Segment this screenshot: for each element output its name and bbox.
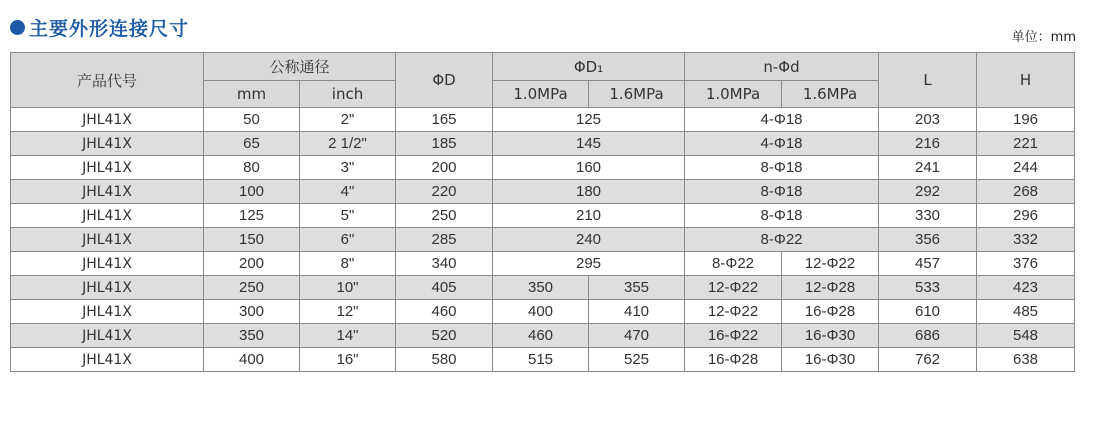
table-row: [11, 348, 1075, 372]
header-d1-pressure-a: 1.0MPa: [493, 81, 589, 108]
cell-mm: 300: [204, 300, 300, 324]
cell-n-phi-d-a: 16-Φ22: [685, 324, 782, 348]
cell-H: 376: [977, 252, 1075, 276]
cell-model: JHL41X: [11, 180, 204, 204]
cell-n-phi-d: 8-Φ22: [685, 228, 879, 252]
cell-phi-d1-b: 355: [589, 276, 685, 300]
cell-n-phi-d: 4-Φ18: [685, 108, 879, 132]
cell-model: JHL41X: [11, 204, 204, 228]
cell-H: 268: [977, 180, 1075, 204]
table-row: [11, 300, 1075, 324]
cell-phi-d: 340: [396, 252, 493, 276]
cell-phi-d1-a: 400: [493, 300, 589, 324]
table-row: [11, 252, 1075, 276]
cell-model: JHL41X: [11, 252, 204, 276]
cell-n-phi-d: 8-Φ18: [685, 204, 879, 228]
cell-n-phi-d-b: 16-Φ28: [782, 300, 879, 324]
table-row: [11, 180, 1075, 204]
cell-n-phi-d: 8-Φ18: [685, 180, 879, 204]
cell-model: JHL41X: [11, 228, 204, 252]
cell-n-phi-d-b: 12-Φ22: [782, 252, 879, 276]
cell-mm: 65: [204, 132, 300, 156]
cell-mm: 80: [204, 156, 300, 180]
header-d1-pressure-b: 1.6MPa: [589, 81, 685, 108]
header-inch: inch: [300, 81, 396, 108]
cell-inch: 2": [300, 108, 396, 132]
cell-L: 292: [879, 180, 977, 204]
cell-mm: 100: [204, 180, 300, 204]
unit-note: 单位：mm: [1011, 30, 1076, 45]
cell-phi-d: 405: [396, 276, 493, 300]
table-body: [11, 108, 1075, 372]
cell-L: 203: [879, 108, 977, 132]
cell-n-phi-d-a: 12-Φ22: [685, 276, 782, 300]
cell-L: 762: [879, 348, 977, 372]
bullet-icon: [10, 20, 25, 35]
header-product-code: 产品代号: [11, 53, 204, 108]
cell-inch: 4": [300, 180, 396, 204]
cell-L: 241: [879, 156, 977, 180]
dimensions-table: [10, 52, 1075, 372]
section-title: 主要外形连接尺寸: [29, 18, 190, 40]
header-H: H: [977, 53, 1075, 108]
cell-phi-d1: 210: [493, 204, 685, 228]
cell-phi-d1-b: 470: [589, 324, 685, 348]
cell-L: 216: [879, 132, 977, 156]
cell-inch: 3": [300, 156, 396, 180]
section-header: [10, 14, 189, 41]
cell-n-phi-d-b: 12-Φ28: [782, 276, 879, 300]
cell-inch: 5": [300, 204, 396, 228]
table-row: [11, 324, 1075, 348]
cell-n-phi-d: 8-Φ18: [685, 156, 879, 180]
cell-phi-d1-a: 460: [493, 324, 589, 348]
cell-phi-d: 220: [396, 180, 493, 204]
header-nominal-size: 公称通径: [204, 53, 396, 81]
cell-model: JHL41X: [11, 132, 204, 156]
cell-inch: 8": [300, 252, 396, 276]
cell-mm: 150: [204, 228, 300, 252]
cell-mm: 400: [204, 348, 300, 372]
table-row: [11, 132, 1075, 156]
header-L: L: [879, 53, 977, 108]
cell-phi-d: 460: [396, 300, 493, 324]
cell-phi-d1: 125: [493, 108, 685, 132]
cell-inch: 12": [300, 300, 396, 324]
table-header: [11, 53, 1075, 108]
cell-n-phi-d: 4-Φ18: [685, 132, 879, 156]
cell-H: 548: [977, 324, 1075, 348]
table-row: [11, 204, 1075, 228]
cell-phi-d: 185: [396, 132, 493, 156]
cell-model: JHL41X: [11, 276, 204, 300]
cell-H: 296: [977, 204, 1075, 228]
cell-mm: 50: [204, 108, 300, 132]
cell-L: 457: [879, 252, 977, 276]
cell-mm: 125: [204, 204, 300, 228]
cell-inch: 2 1/2": [300, 132, 396, 156]
cell-inch: 10": [300, 276, 396, 300]
cell-model: JHL41X: [11, 300, 204, 324]
header-phi-d1: ΦD₁: [493, 53, 685, 81]
header-nd-pressure-a: 1.0MPa: [685, 81, 782, 108]
cell-mm: 200: [204, 252, 300, 276]
table-row: [11, 276, 1075, 300]
cell-phi-d1-b: 525: [589, 348, 685, 372]
cell-L: 686: [879, 324, 977, 348]
cell-model: JHL41X: [11, 324, 204, 348]
cell-n-phi-d-b: 16-Φ30: [782, 348, 879, 372]
table-row: [11, 156, 1075, 180]
cell-inch: 6": [300, 228, 396, 252]
cell-H: 332: [977, 228, 1075, 252]
cell-model: JHL41X: [11, 108, 204, 132]
header-phi-d: ΦD: [396, 53, 493, 108]
cell-phi-d: 520: [396, 324, 493, 348]
cell-H: 244: [977, 156, 1075, 180]
cell-n-phi-d-a: 12-Φ22: [685, 300, 782, 324]
cell-mm: 350: [204, 324, 300, 348]
cell-L: 356: [879, 228, 977, 252]
cell-inch: 14": [300, 324, 396, 348]
table-row: [11, 108, 1075, 132]
cell-phi-d: 200: [396, 156, 493, 180]
header-mm: mm: [204, 81, 300, 108]
cell-model: JHL41X: [11, 348, 204, 372]
cell-phi-d: 580: [396, 348, 493, 372]
cell-L: 533: [879, 276, 977, 300]
cell-phi-d1-a: 350: [493, 276, 589, 300]
cell-phi-d1-a: 515: [493, 348, 589, 372]
table-row: [11, 228, 1075, 252]
cell-L: 610: [879, 300, 977, 324]
cell-L: 330: [879, 204, 977, 228]
cell-mm: 250: [204, 276, 300, 300]
cell-n-phi-d-a: 16-Φ28: [685, 348, 782, 372]
cell-H: 423: [977, 276, 1075, 300]
cell-inch: 16": [300, 348, 396, 372]
cell-n-phi-d-a: 8-Φ22: [685, 252, 782, 276]
cell-model: JHL41X: [11, 156, 204, 180]
cell-phi-d1: 180: [493, 180, 685, 204]
cell-n-phi-d-b: 16-Φ30: [782, 324, 879, 348]
cell-phi-d1: 160: [493, 156, 685, 180]
cell-phi-d1: 295: [493, 252, 685, 276]
header-nd-pressure-b: 1.6MPa: [782, 81, 879, 108]
header-n-phi-d: n-Φd: [685, 53, 879, 81]
cell-H: 485: [977, 300, 1075, 324]
cell-phi-d1-b: 410: [589, 300, 685, 324]
cell-phi-d: 165: [396, 108, 493, 132]
cell-phi-d: 285: [396, 228, 493, 252]
cell-phi-d1: 240: [493, 228, 685, 252]
cell-H: 221: [977, 132, 1075, 156]
cell-H: 196: [977, 108, 1075, 132]
cell-phi-d1: 145: [493, 132, 685, 156]
cell-phi-d: 250: [396, 204, 493, 228]
cell-H: 638: [977, 348, 1075, 372]
